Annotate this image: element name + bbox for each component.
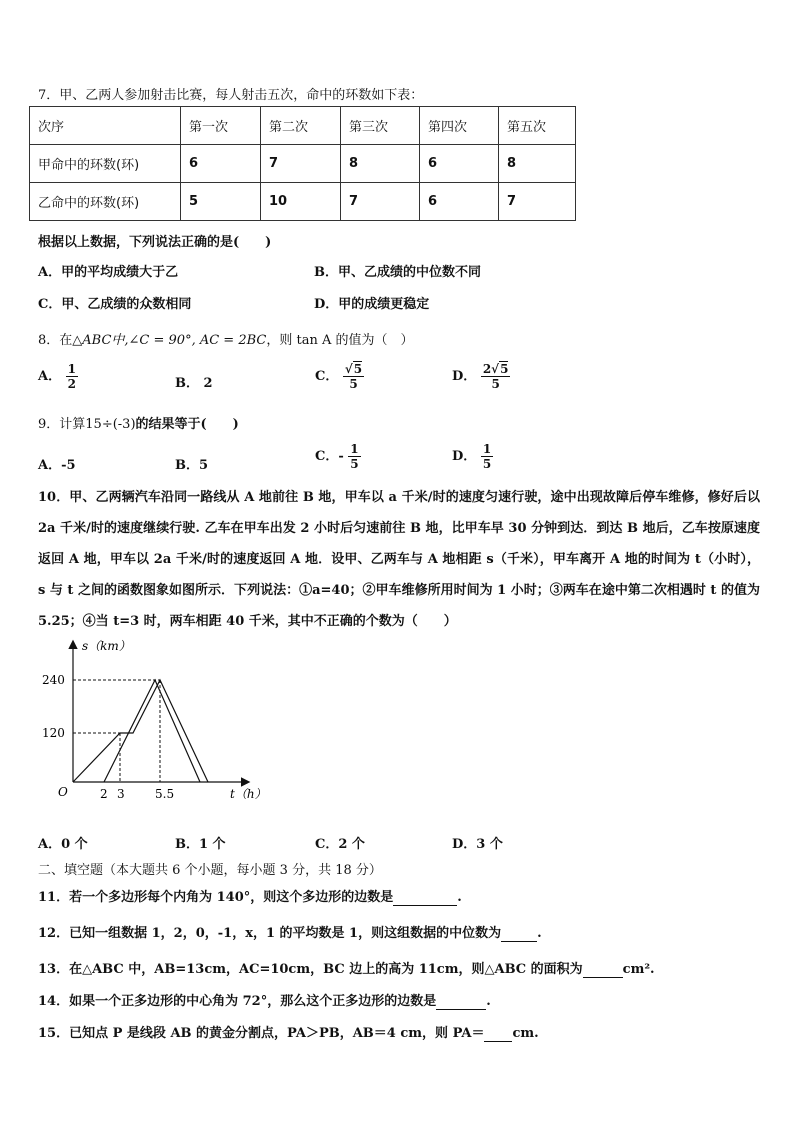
q7-question: 根据以上数据，下列说法正确的是( ) — [38, 235, 272, 250]
fraction: $\frac{1}{5}$ — [350, 442, 359, 471]
q9-option-d: D． $\frac{1}{5}$ — [452, 442, 492, 471]
table-cell: 7 — [499, 183, 576, 221]
table-cell: 6 — [420, 183, 499, 221]
origin-label: O — [58, 785, 68, 799]
y-tick-label: 240 — [42, 673, 65, 687]
q12: 12．已知一组数据 1，2，0，-1，x，1 的平均数是 1，则这组数据的中位数为 . — [38, 926, 542, 941]
table-row-label: 乙命中的环数(环) — [30, 183, 181, 221]
q7-option-a: A．甲的平均成绩大于乙 — [38, 265, 179, 280]
q9-option-c: C．- $\frac{1}{5}$ — [315, 442, 359, 471]
x-axis-label: t（h） — [230, 787, 267, 801]
q8-option-c: C． $\frac{√5}{5}$ — [315, 362, 363, 391]
q14: 14．如果一个正多边形的中心角为 72°，那么这个正多边形的边数是 . — [38, 994, 491, 1009]
q9-stem: 9．计算15÷(-3)的结果等于( ) — [38, 417, 239, 432]
table-header-cell: 第四次 — [420, 107, 499, 145]
table-cell: 8 — [341, 145, 420, 183]
q10-option-b: B．1 个 — [175, 837, 226, 852]
q7-option-d: D．甲的成绩更稳定 — [314, 297, 430, 312]
table-header-cell: 第二次 — [261, 107, 341, 145]
q13: 13．在△ABC 中，AB=13cm，AC=10cm，BC 边上的高为 11cm，则△ABC 的面积为 cm². — [38, 962, 655, 977]
q11: 11．若一个多边形每个内角为 140°，则这个多边形的边数是 . — [38, 890, 462, 905]
section-heading: 二、填空题（本大题共 6 个小题，每小题 3 分，共 18 分） — [38, 863, 382, 878]
answer-blank[interactable] — [436, 994, 486, 1010]
sqrt-icon: √5 — [344, 362, 363, 376]
table-row-label: 甲命中的环数(环) — [30, 145, 181, 183]
q8-option-d: D． $\frac{2√5}{5}$ — [452, 362, 509, 391]
table-cell: 7 — [341, 183, 420, 221]
q7-option-b: B．甲、乙成绩的中位数不同 — [314, 265, 481, 280]
car-jia-path — [73, 680, 208, 782]
table-header-cell: 第三次 — [341, 107, 420, 145]
table-cell: 10 — [261, 183, 341, 221]
answer-blank[interactable] — [484, 1026, 512, 1042]
q7-stem: 7．甲、乙两人参加射击比赛，每人射击五次，命中的环数如下表： — [38, 88, 424, 103]
q15: 15．已知点 P 是线段 AB 的黄金分割点，PA＞PB，AB＝4 cm，则 PA＝ cm. — [38, 1026, 539, 1041]
table-header-cell: 次序 — [30, 107, 181, 145]
table-header-cell: 第五次 — [499, 107, 576, 145]
fraction: $\frac{2√5}{5}$ — [482, 362, 509, 391]
table-cell: 6 — [420, 145, 499, 183]
y-tick-label: 120 — [42, 726, 65, 740]
q8-suffix: ，则 tan A 的值为（ ） — [266, 333, 414, 348]
table-cell: 8 — [499, 145, 576, 183]
fraction: $\frac{1}{5}$ — [482, 442, 492, 471]
table-row — [30, 183, 576, 221]
table-cell: 6 — [181, 145, 261, 183]
q8-option-b: B． 2 — [175, 376, 213, 391]
q8-option-a: A． $\frac{1}{2}$ — [38, 362, 76, 391]
q10-option-c: C．2 个 — [315, 837, 365, 852]
table-header-row — [30, 107, 576, 145]
q7-option-c: C．甲、乙成绩的众数相同 — [38, 297, 192, 312]
q10-function-graph — [30, 636, 280, 816]
x-tick-label: 5.5 — [155, 787, 175, 801]
q8-condition: △ABC中,∠C = 90°, AC = 2BC — [72, 333, 267, 348]
answer-blank[interactable] — [501, 926, 537, 942]
answer-blank[interactable] — [583, 962, 623, 978]
y-axis-label: s（km） — [82, 639, 131, 653]
score-table — [29, 106, 576, 221]
x-tick-label: 2 — [100, 787, 108, 801]
q9-option-b: B．5 — [175, 458, 209, 473]
q8-prefix: 8．在 — [38, 333, 73, 348]
q10-text: 10．甲、乙两辆汽车沿同一路线从 A 地前往 B 地，甲车以 a 千米/时的速度匀速行驶，途中出现故障后停车维修，修好后以 2a 千米/时的速度继续行驶. 乙车在甲车出发 2 小时后匀速前往 B 地，比甲车早 30 分钟到达．到达 B 地后，乙车按原速度返回 A 地，甲车以 2a 千米/时的速度返回 A 地．设甲、乙两车与 A 地相距 s（千米），甲车离开 A 地的时间为 t（小时），s 与 t 之间的函数图象如图所示．下列说法：①a=40；②甲车维修所用时间为 1 小时；③两车在途中第二次相遇时 t 的值为 5.25；④当 t=3 时，两车相距 40 千米，其中不正确的个数为（ ） — [38, 490, 760, 629]
sqrt-icon: √5 — [491, 362, 509, 376]
q10-option-d: D．3 个 — [452, 837, 503, 852]
q9-option-a: A．-5 — [38, 458, 76, 473]
answer-blank[interactable] — [393, 890, 457, 906]
q8-stem — [38, 329, 414, 348]
table-cell: 5 — [181, 183, 261, 221]
q10-option-a: A．0 个 — [38, 837, 88, 852]
fraction: $\frac{1}{2}$ — [67, 362, 76, 391]
q9-expression: 15÷(-3) — [85, 417, 136, 432]
fraction: $\frac{√5}{5}$ — [344, 362, 363, 391]
table-header-cell: 第一次 — [181, 107, 261, 145]
table-row — [30, 145, 576, 183]
table-cell: 7 — [261, 145, 341, 183]
x-tick-label: 3 — [117, 787, 125, 801]
